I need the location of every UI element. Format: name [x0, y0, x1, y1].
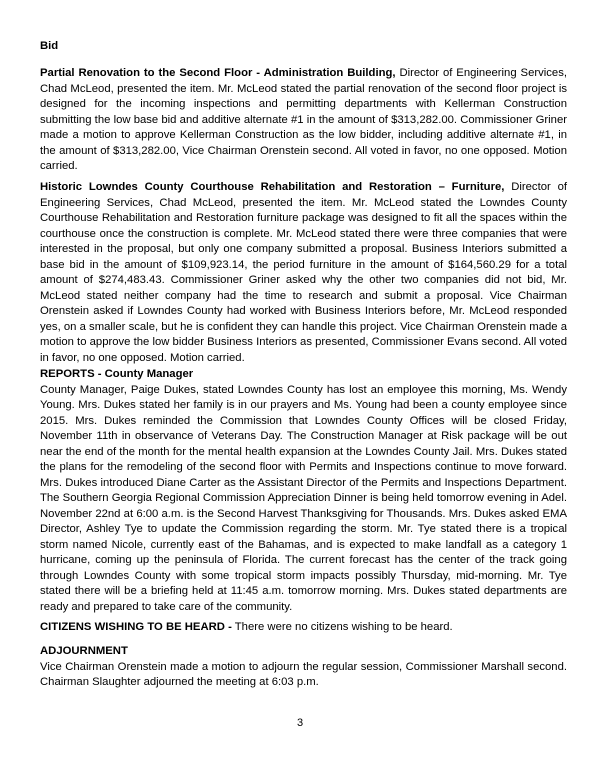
item-title: Historic Lowndes County Courthouse Rehabilitation and Restoration – Furniture,	[40, 181, 505, 193]
item-text: Director of Engineering Services, Chad McLeod, presented the item. Mr. McLeod stated the partial renovation of the second floor project is designed for the incoming inspections and permitting departments with Kellerman Construction submitting the low base bid and additive alternate #1 in the amount of $313,282.00. Commissioner Griner made a motion to approve Kellerman Construction as the low bidder, including additive alternate #1, in the amount of $313,282.00, Vice Chairman Orenstein second. All voted in favor, no one opposed. Motion carried.	[40, 67, 567, 172]
item-courthouse-furniture	[40, 180, 567, 366]
bid-heading: Bid	[40, 40, 59, 52]
item-paragraph	[40, 180, 567, 366]
adjournment-text: Vice Chairman Orenstein made a motion to adjourn the regular session, Commissioner Marshall second. Chairman Slaughter adjourned the meeting at 6:03 p.m.	[40, 660, 567, 688]
page-number: 3	[296, 717, 304, 729]
reports-section	[40, 367, 567, 615]
item-paragraph	[40, 66, 567, 175]
reports-heading: REPORTS - County Manager	[40, 368, 194, 380]
item-partial-renovation	[40, 66, 567, 175]
adjournment-heading: ADJOURNMENT	[40, 645, 128, 657]
reports-text: County Manager, Paige Dukes, stated Lowndes County has lost an employee this morning, Ms. Wendy Young. Mrs. Dukes stated her family is in our prayers and Ms. Young had been a county employee since 2015. Mrs. Dukes reminded the Commission that Lowndes County Offices will be closed Friday, November 11th in observance of Veterans Day. The Construction Manager at Risk package will be out near the end of the month for the mental health expansion at the Lowndes County Jail. Mrs. Dukes stated the plans for the remodeling of the second floor with Permits and Inspections continue to move forward. Mrs. Dukes introduced Diane Carter as the Assistant Director of the Permits and Inspections Department. The Southern Georgia Regional Commission Appreciation Dinner is being held tomorrow evening in Adel. November 22nd at 6:00 a.m. is the Second Harvest Thanksgiving for Thousands. Mrs. Dukes asked EMA Director, Ashley Tye to update the Commission regarding the storm. Mr. Tye stated there is a tropical storm named Nicole, currently east of the Bahamas, and is expected to make landfall as a category 1 hurricane, coming up the peninsula of Florida. The current forecast has the center of the track going through Lowndes County with some tropical storm impacts possibly Thursday, mid-morning. Mr. Tye stated there will be a briefing held at 11:45 a.m. tomorrow morning. Mrs. Dukes stated departments are ready and prepared to take care of the community.	[40, 383, 567, 613]
item-text: Director of Engineering Services, Chad McLeod, presented the item. Mr. McLeod stated the Lowndes County Courthouse Rehabilitation and Restoration furniture package was designed to fit all the spaces within the courthouse once the construction is complete. Mr. McLeod stated there were three companies that were interested in the proposal, but only one company submitted a proposal. Business Interiors submitted a base bid in the amount of $109,923.14, the period furniture in the amount of $164,560.29 for a total amount of $274,483.43. Commissioner Griner asked why the other two companies did not bid, Mr. McLeod stated neither company had the time to research and submit a proposal. Vice Chairman Orenstein asked if Lowndes County had worked with Business Interiors before, Mr. McLeod responded yes, on a smaller scale, but he is confident they can handle this project. Vice Chairman Orenstein made a motion to approve the low bidder Business Interiors as presented, Commissioner Evans second. All voted in favor, no one opposed. Motion carried.	[40, 181, 567, 364]
adjournment-section	[40, 644, 567, 691]
citizens-text: There were no citizens wishing to be heard.	[231, 621, 453, 633]
citizens-heading: CITIZENS WISHING TO BE HEARD -	[40, 621, 232, 633]
item-title: Partial Renovation to the Second Floor - Administration Building,	[40, 67, 396, 79]
citizens-section	[40, 620, 567, 636]
citizens-paragraph	[40, 620, 567, 636]
